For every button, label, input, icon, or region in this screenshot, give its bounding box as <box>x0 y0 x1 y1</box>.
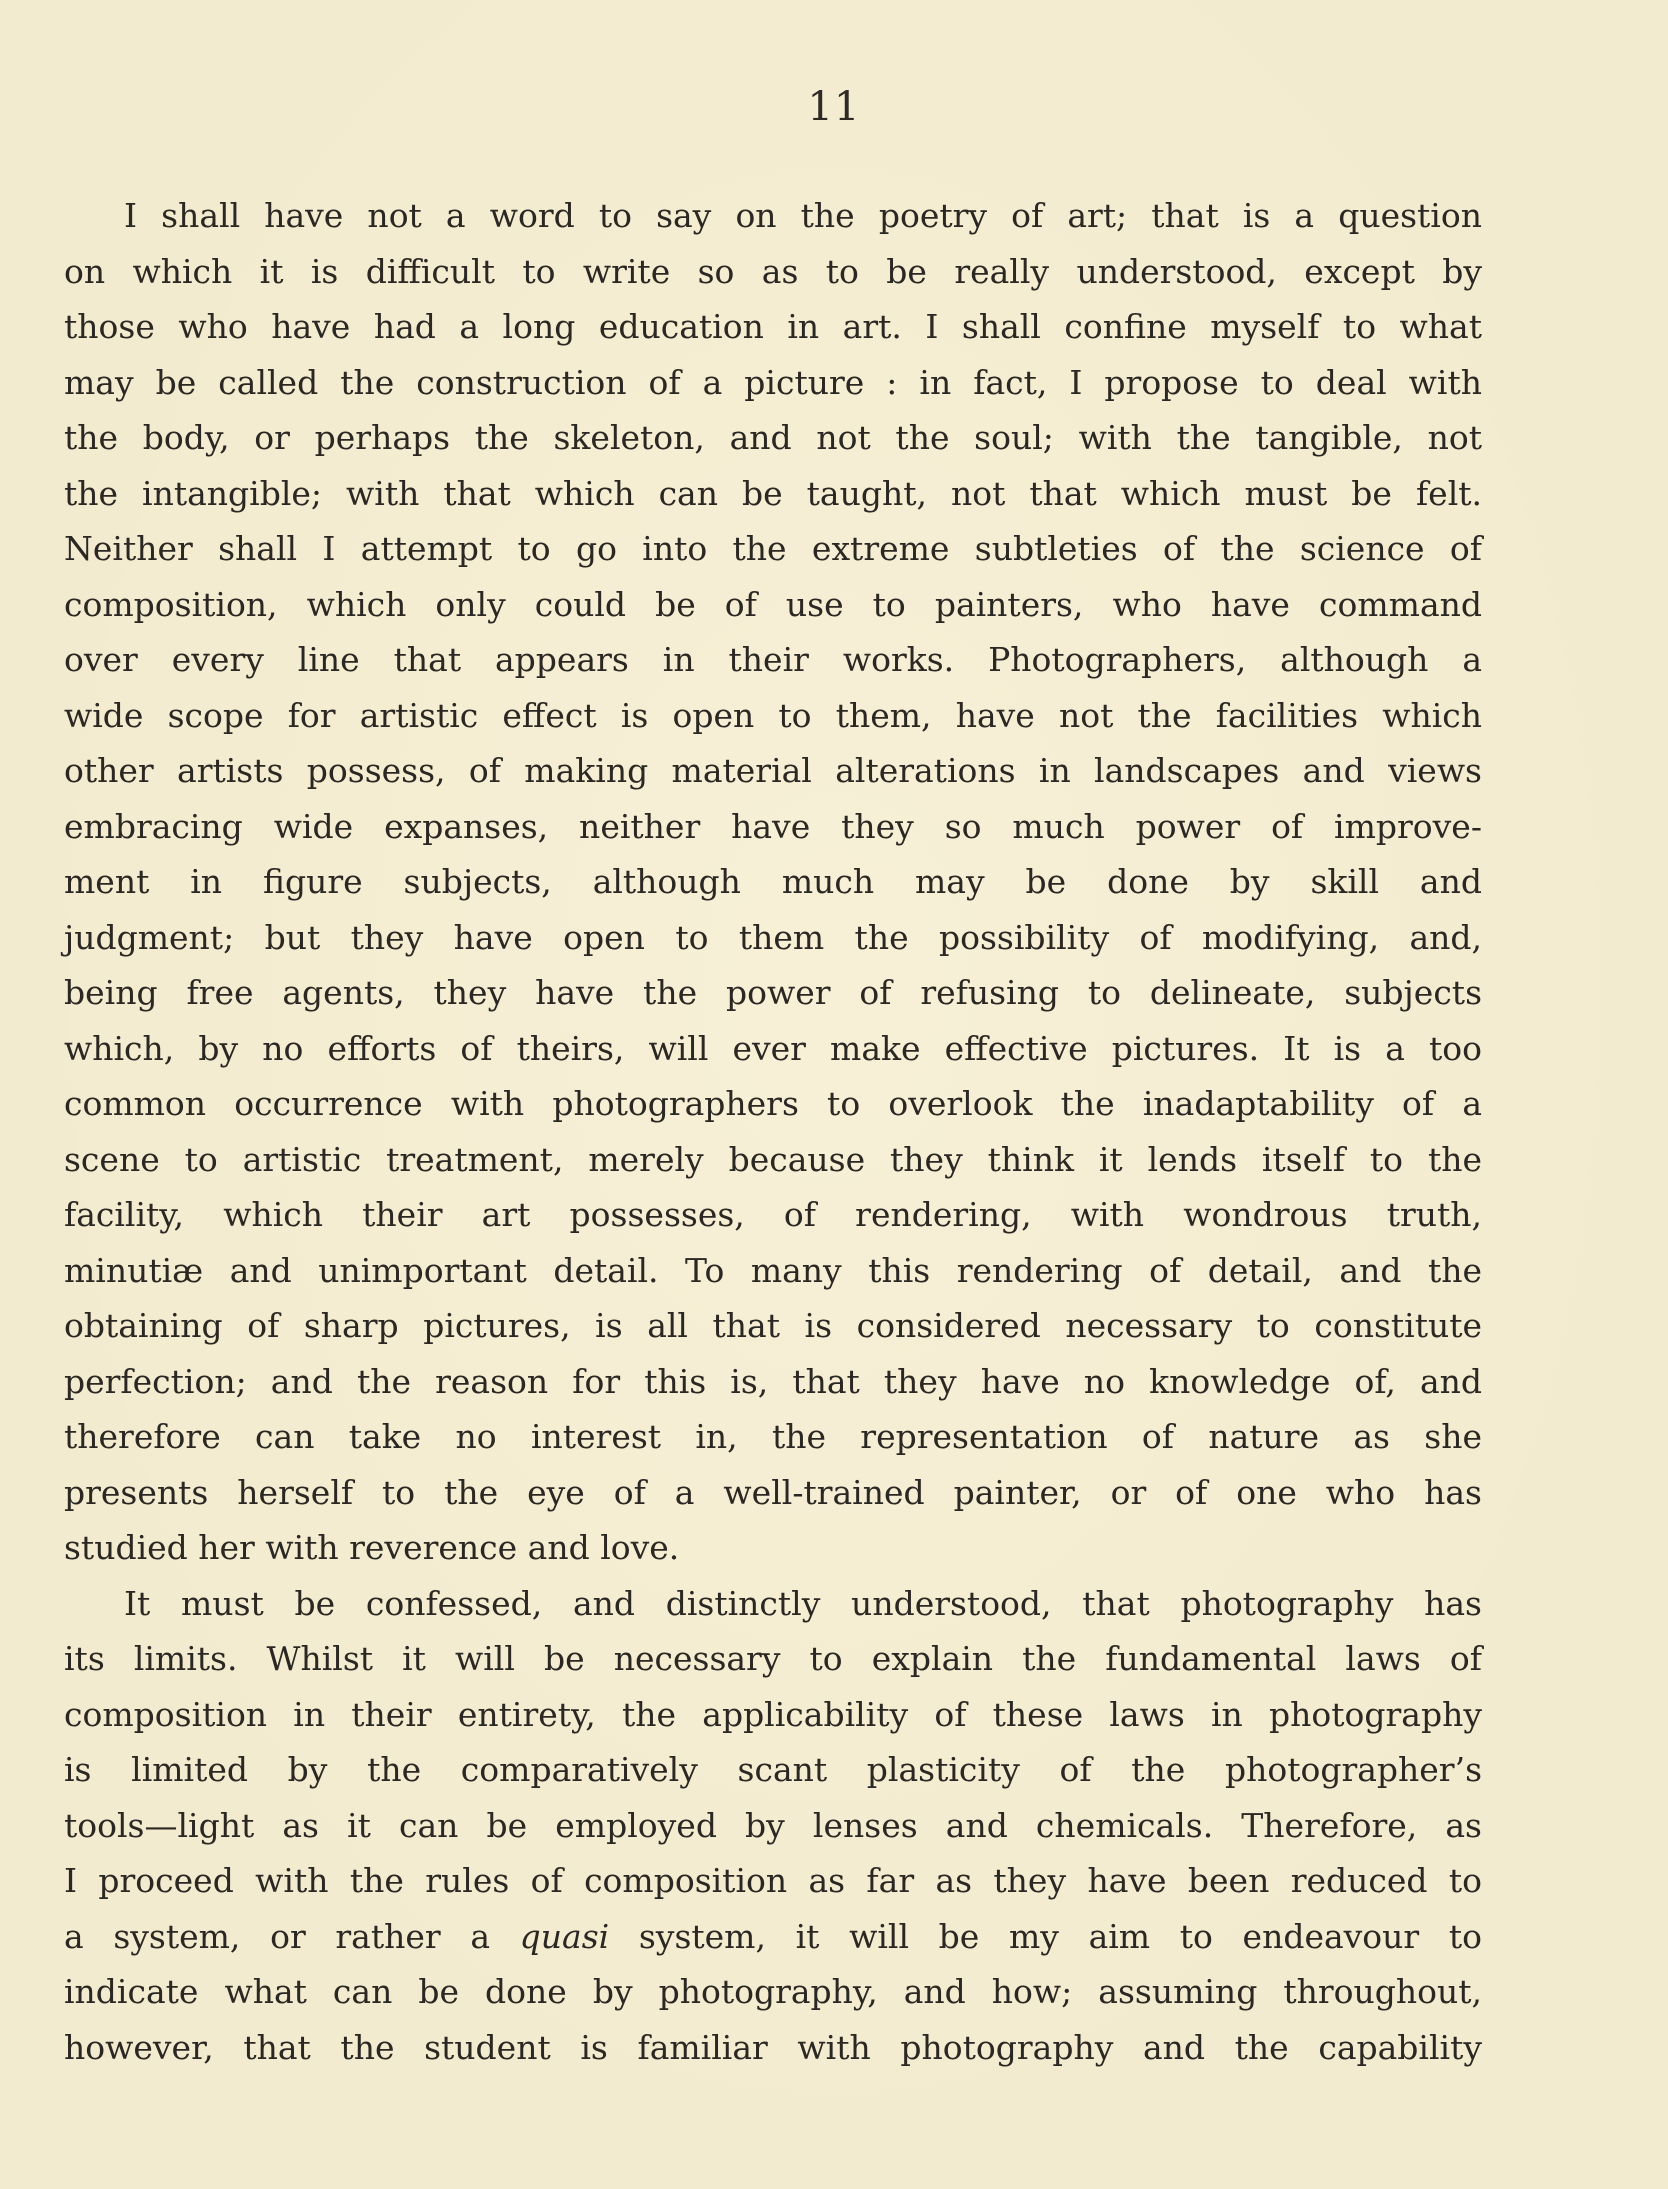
text-line: is limited by the comparatively scant plasticity of the photographer’s <box>64 1750 1482 1789</box>
text-line: common occurrence with photographers to overlook the inadaptability of a <box>64 1084 1482 1123</box>
text-line: wide scope for artistic effect is open to them, have not the facilities which <box>64 695 1482 735</box>
text-line: however, that the student is familiar with photography and the capability <box>64 2027 1482 2067</box>
text-line: composition, which only could be of use to painters, who have command <box>64 584 1482 624</box>
text-line: obtaining of sharp pictures, is all that is considered necessary to constitute <box>64 1306 1482 1345</box>
text-line: I proceed with the rules of composition as far as they have been reduced to <box>64 1861 1482 1900</box>
text-line: being free agents, they have the power of refusing to delineate, subjects <box>64 973 1482 1012</box>
text-line: minutiæ and unimportant detail. To many this rendering of detail, and the <box>64 1250 1482 1290</box>
text-line: therefore can take no interest in, the representation of nature as she <box>64 1417 1482 1456</box>
text-line: the intangible; with that which can be taught, not that which must be felt. <box>64 473 1482 513</box>
text-line: a system, or rather a quasi system, it will be my aim to endeavour to <box>64 1916 1482 1956</box>
text-line: on which it is difficult to write so as to be really understood, except by <box>64 251 1482 291</box>
text-line: presents herself to the eye of a well-trained painter, or of one who has <box>64 1472 1482 1512</box>
text-line: composition in their entirety, the applicability of these laws in photography <box>64 1694 1482 1734</box>
body-text <box>64 188 1482 2075</box>
text-line: over every line that appears in their works. Photographers, although a <box>64 640 1482 679</box>
text-line: those who have had a long education in art. I shall confine myself to what <box>64 307 1482 346</box>
text-line: its limits. Whilst it will be necessary to explain the fundamental laws of <box>64 1639 1482 1678</box>
text-line: I shall have not a word to say on the poetry of art; that is a question <box>124 196 1482 235</box>
text-line: judgment; but they have open to them the possibility of modifying, and, <box>64 917 1482 957</box>
text-line: studied her with reverence and love. <box>64 1528 680 1567</box>
text-line: It must be confessed, and distinctly understood, that photography has <box>124 1583 1482 1623</box>
text-line: the body, or perhaps the skeleton, and not the soul; with the tangible, not <box>64 418 1482 457</box>
italic-word: quasi <box>519 1916 610 1956</box>
text-line: may be called the construction of a picture : in fact, I propose to deal with <box>64 362 1482 402</box>
text-line: other artists possess, of making material alterations in landscapes and views <box>64 751 1482 790</box>
text-line: which, by no efforts of theirs, will ever make effective pictures. It is a too <box>64 1028 1482 1068</box>
text-line: Neither shall I attempt to go into the extreme subtleties of the science of <box>64 529 1482 568</box>
page-number: 11 <box>807 84 861 130</box>
text-line: tools—light as it can be employed by lenses and chemicals. Therefore, as <box>64 1805 1482 1845</box>
text-line: perfection; and the reason for this is, that they have no knowledge of, and <box>64 1361 1482 1401</box>
text-line: scene to artistic treatment, merely because they think it lends itself to the <box>64 1139 1482 1179</box>
text-line: facility, which their art possesses, of rendering, with wondrous truth, <box>64 1195 1482 1234</box>
text-line: ment in figure subjects, although much may be done by skill and <box>64 862 1482 901</box>
text-line: indicate what can be done by photography, and how; assuming throughout, <box>64 1972 1482 2011</box>
text-line: embracing wide expanses, neither have they so much power of improve- <box>64 806 1482 846</box>
